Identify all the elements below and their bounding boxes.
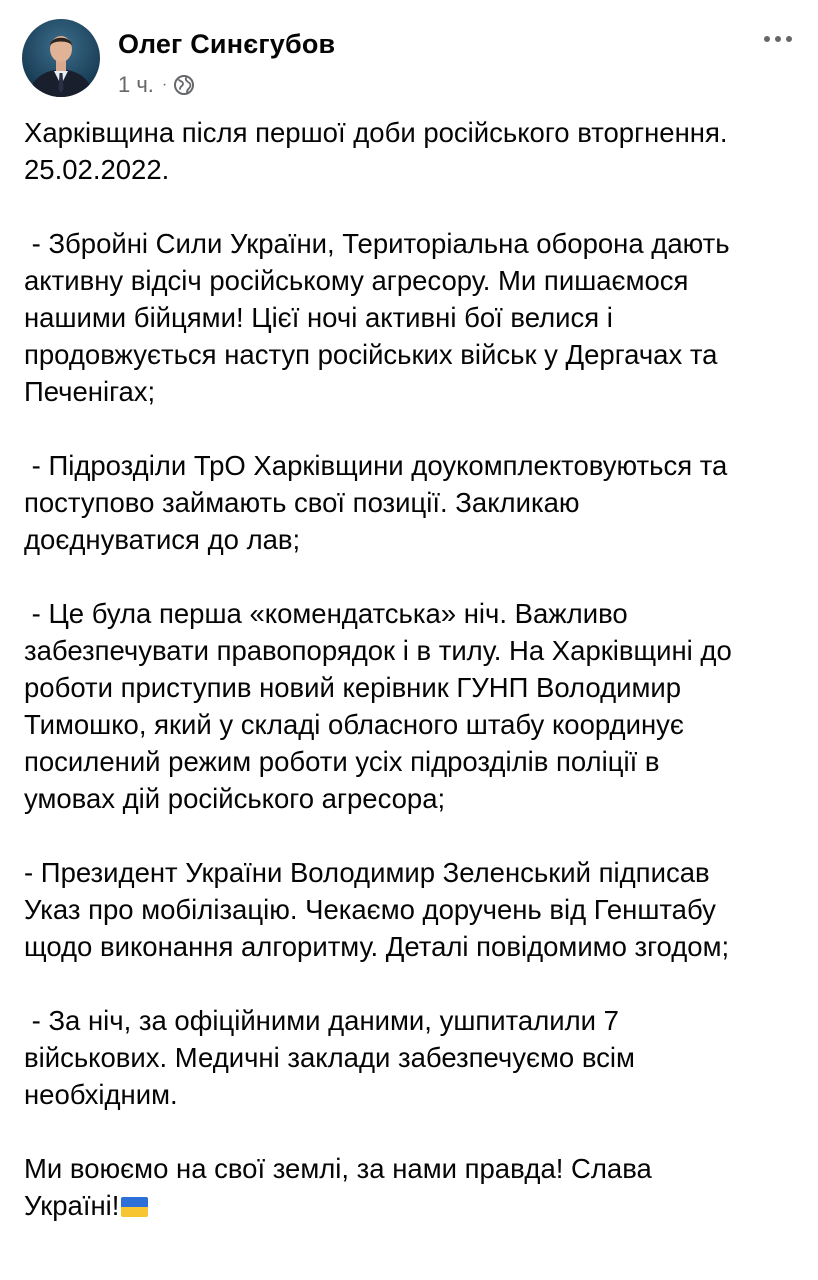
post-time[interactable]: 1 ч. xyxy=(118,72,154,97)
body-line: активну відсіч російському агресору. Ми пишаємося xyxy=(24,265,689,296)
author-name[interactable]: Олег Синєгубов xyxy=(118,29,336,59)
body-line: Україні! xyxy=(24,1190,120,1221)
more-horizontal-icon xyxy=(764,36,770,42)
globe-icon[interactable] xyxy=(173,74,195,96)
body-line: Печенігах; xyxy=(24,376,156,407)
body-line: щодо виконання алгоритму. Деталі повідомимо згодом; xyxy=(24,931,730,962)
body-line: - Президент України Володимир Зеленський підписав xyxy=(24,857,710,888)
body-line: - За ніч, за офіційними даними, ушпиталили 7 xyxy=(24,1005,619,1036)
body-line: Харківщина після першої доби російського вторгнення. xyxy=(24,117,728,148)
ukraine-flag-icon xyxy=(121,1197,148,1217)
body-line: Ми воюємо на свої землі, за нами правда! Слава xyxy=(24,1153,652,1184)
body-line: умовах дій російського агресора; xyxy=(24,783,446,814)
body-line-last xyxy=(24,1187,814,1224)
body-line: доєднуватися до лав; xyxy=(24,524,301,555)
body-line: - Збройні Сили України, Територіальна оборона дають xyxy=(24,228,730,259)
post-body xyxy=(24,114,814,1224)
body-line: продовжується наступ російських військ у Дергачах та xyxy=(24,339,718,370)
body-line: 25.02.2022. xyxy=(24,154,170,185)
post-header xyxy=(0,0,818,110)
body-line: Тимошко, який у складі обласного штабу координує xyxy=(24,709,684,740)
body-line: Указ про мобілізацію. Чекаємо доручень від Генштабу xyxy=(24,894,716,925)
body-line: військових. Медичні заклади забезпечуємо всім xyxy=(24,1042,635,1073)
more-options-button[interactable] xyxy=(758,28,798,50)
body-line: - Підрозділи ТрО Харківщини доукомплектовуються та xyxy=(24,450,728,481)
author-avatar[interactable] xyxy=(22,19,100,97)
body-line: роботи приступив новий керівник ГУНП Володимир xyxy=(24,672,682,703)
body-line: необхідним. xyxy=(24,1079,178,1110)
body-line: забезпечувати правопорядок і в тилу. На Харківщині до xyxy=(24,635,732,666)
body-line: - Це була перша «комендатська» ніч. Важливо xyxy=(24,598,628,629)
meta-separator: · xyxy=(161,76,168,93)
body-line: нашими бійцями! Цієї ночі активні бої велися і xyxy=(24,302,613,333)
post-meta xyxy=(118,70,195,100)
body-line: посилений режим роботи усіх підрозділів поліції в xyxy=(24,746,660,777)
body-line: поступово займають свої позиції. Закликаю xyxy=(24,487,580,518)
